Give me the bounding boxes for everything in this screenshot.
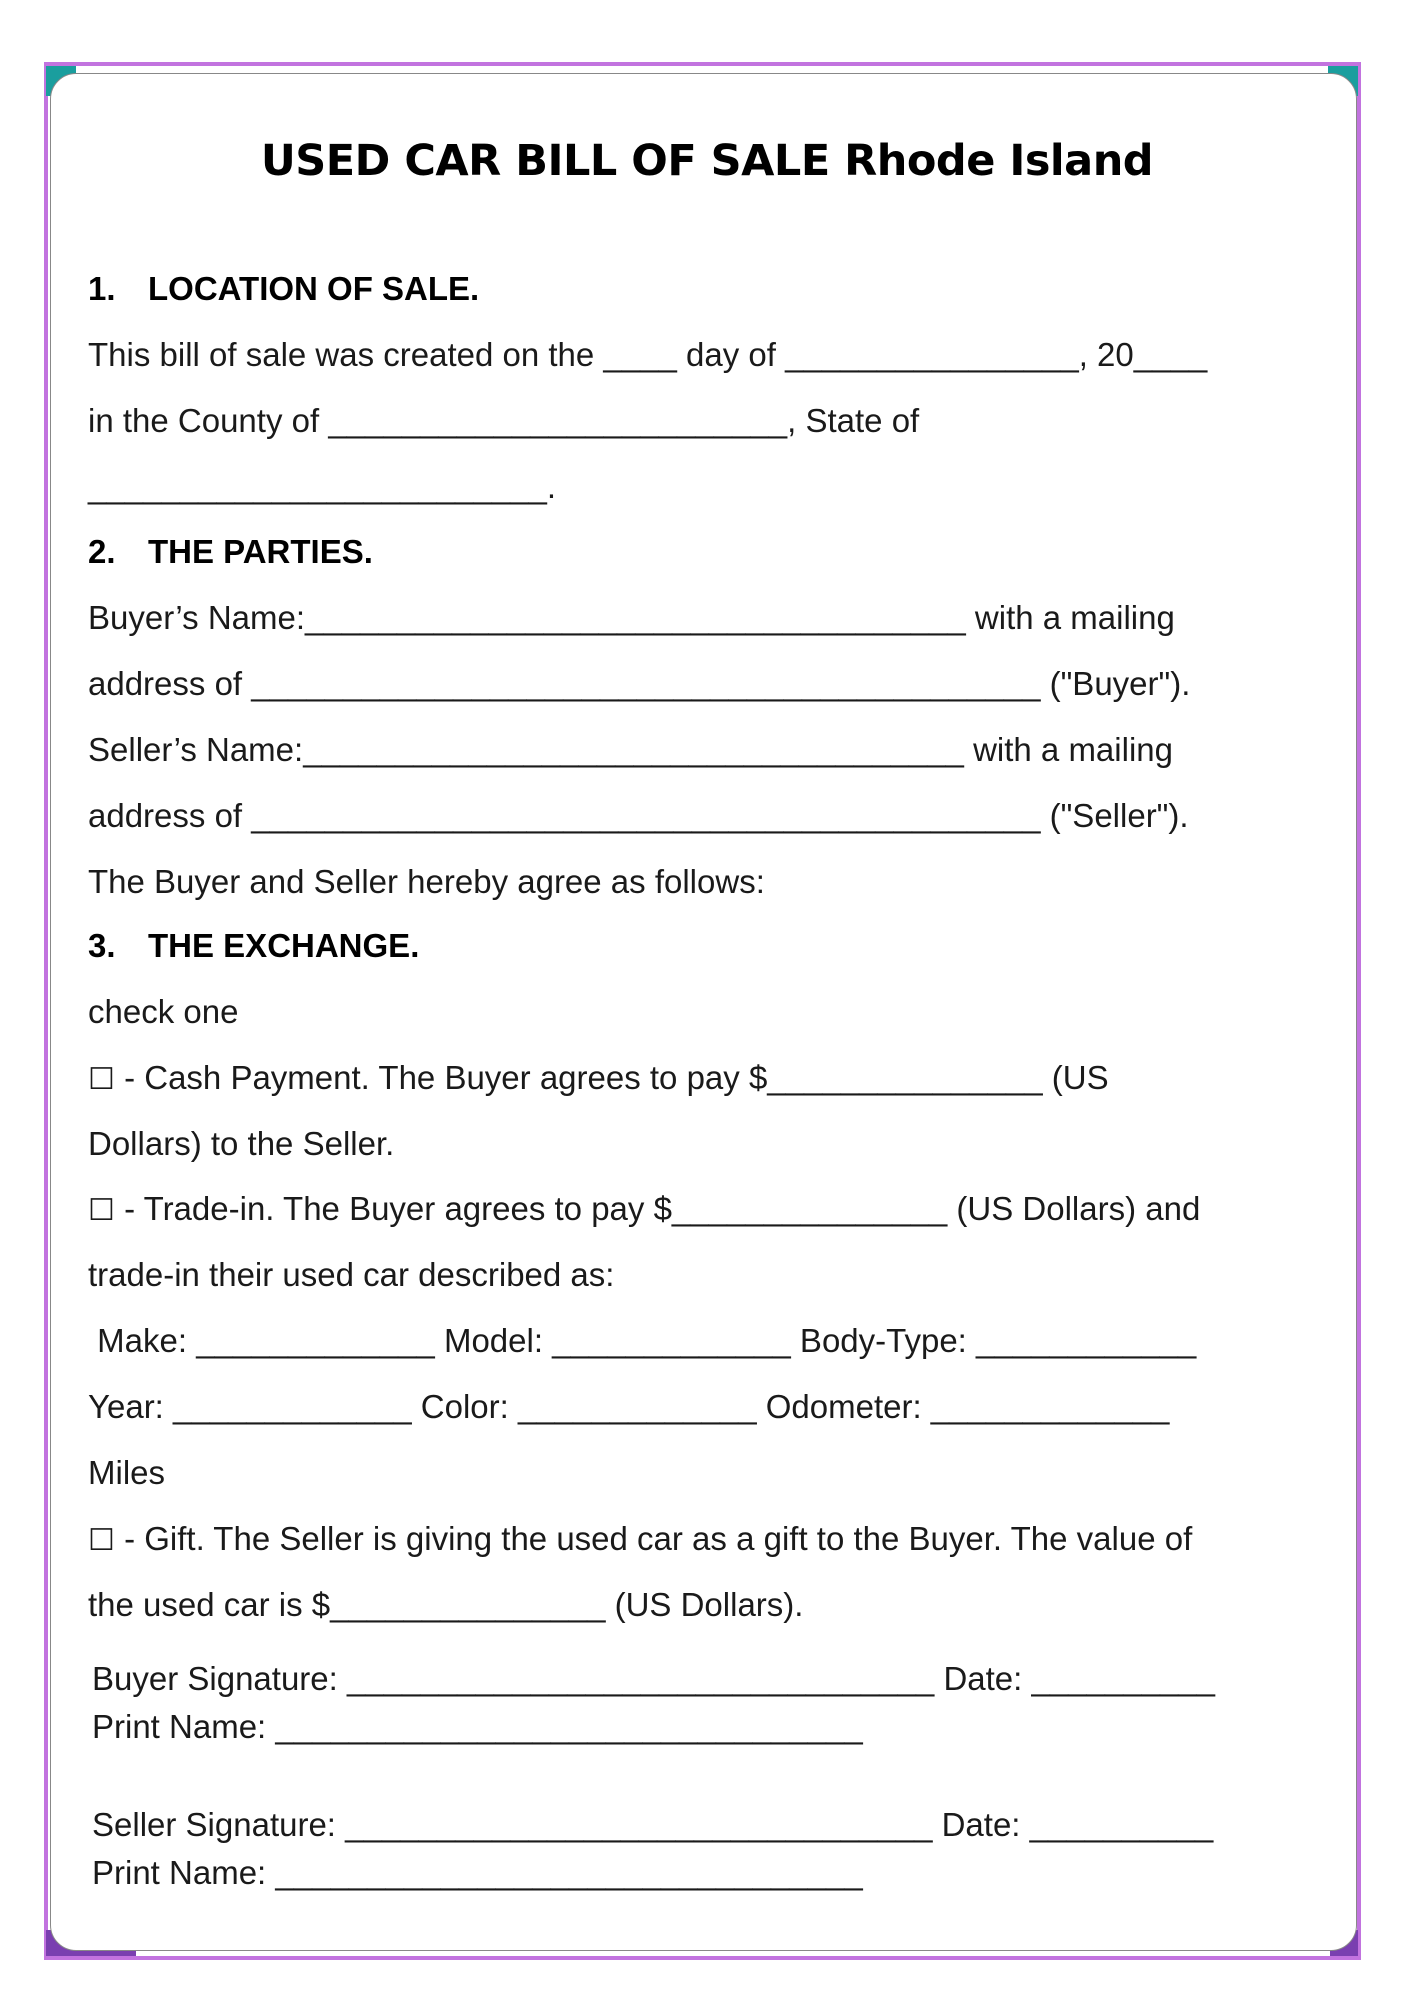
miles-label: Miles (88, 1454, 166, 1491)
trade-in-option (88, 1190, 1200, 1228)
section-number: 3. (88, 927, 116, 964)
cash-line-2: Dollars) to the Seller. (88, 1125, 395, 1162)
section-title: THE EXCHANGE. (148, 927, 420, 964)
trade-line-1: - Trade-in. The Buyer agrees to pay $_______________ (US Dollars) and (114, 1190, 1201, 1227)
buyer-signature-line: Buyer Signature: ________________________________ Date: __________ (92, 1660, 1216, 1697)
agreement-line: The Buyer and Seller hereby agree as follows: (88, 863, 765, 900)
gift-checkbox[interactable]: ☐ (88, 1524, 115, 1557)
section-heading-parties (88, 533, 373, 571)
document-title: USED CAR BILL OF SALE Rhode Island (260, 136, 1154, 186)
seller-address-line: address of ___________________________________________ ("Seller"). (88, 797, 1189, 834)
section-heading-exchange (88, 927, 419, 965)
cash-payment-option (88, 1059, 1109, 1097)
seller-signature-line: Seller Signature: ________________________________ Date: __________ (92, 1806, 1214, 1843)
gift-line-1: - Gift. The Seller is giving the used car as a gift to the Buyer. The value of (114, 1520, 1193, 1557)
buyer-name-line: Buyer’s Name:____________________________________ with a mailing (88, 599, 1175, 636)
seller-name-line: Seller’s Name:____________________________________ with a mailing (88, 731, 1173, 768)
vehicle-make-model-line: Make: _____________ Model: _____________ Body-Type: ____________ (88, 1322, 1197, 1359)
check-one-instruction: check one (88, 993, 239, 1030)
cash-checkbox[interactable]: ☐ (88, 1063, 115, 1096)
section-title: THE PARTIES. (148, 533, 373, 570)
seller-print-name-line: Print Name: ________________________________ (92, 1854, 863, 1891)
section-title: LOCATION OF SALE. (148, 270, 480, 307)
cash-line-1: - Cash Payment. The Buyer agrees to pay $_______________ (US (114, 1059, 1109, 1096)
gift-line-2: the used car is $_______________ (US Dollars). (88, 1586, 804, 1623)
location-line-1: This bill of sale was created on the ____ day of ________________, 20____ (88, 336, 1208, 373)
section-number: 1. (88, 270, 116, 307)
section-heading-location (88, 270, 479, 308)
location-line-3: _________________________. (88, 468, 556, 505)
trade-line-2: trade-in their used car described as: (88, 1256, 615, 1293)
trade-in-checkbox[interactable]: ☐ (88, 1194, 115, 1227)
gift-option (88, 1520, 1192, 1558)
section-number: 2. (88, 533, 116, 570)
buyer-address-line: address of ___________________________________________ ("Buyer"). (88, 665, 1191, 702)
vehicle-year-color-line: Year: _____________ Color: _____________ Odometer: _____________ (88, 1388, 1170, 1425)
buyer-print-name-line: Print Name: ________________________________ (92, 1708, 863, 1745)
location-line-2: in the County of _________________________, State of (88, 402, 920, 439)
